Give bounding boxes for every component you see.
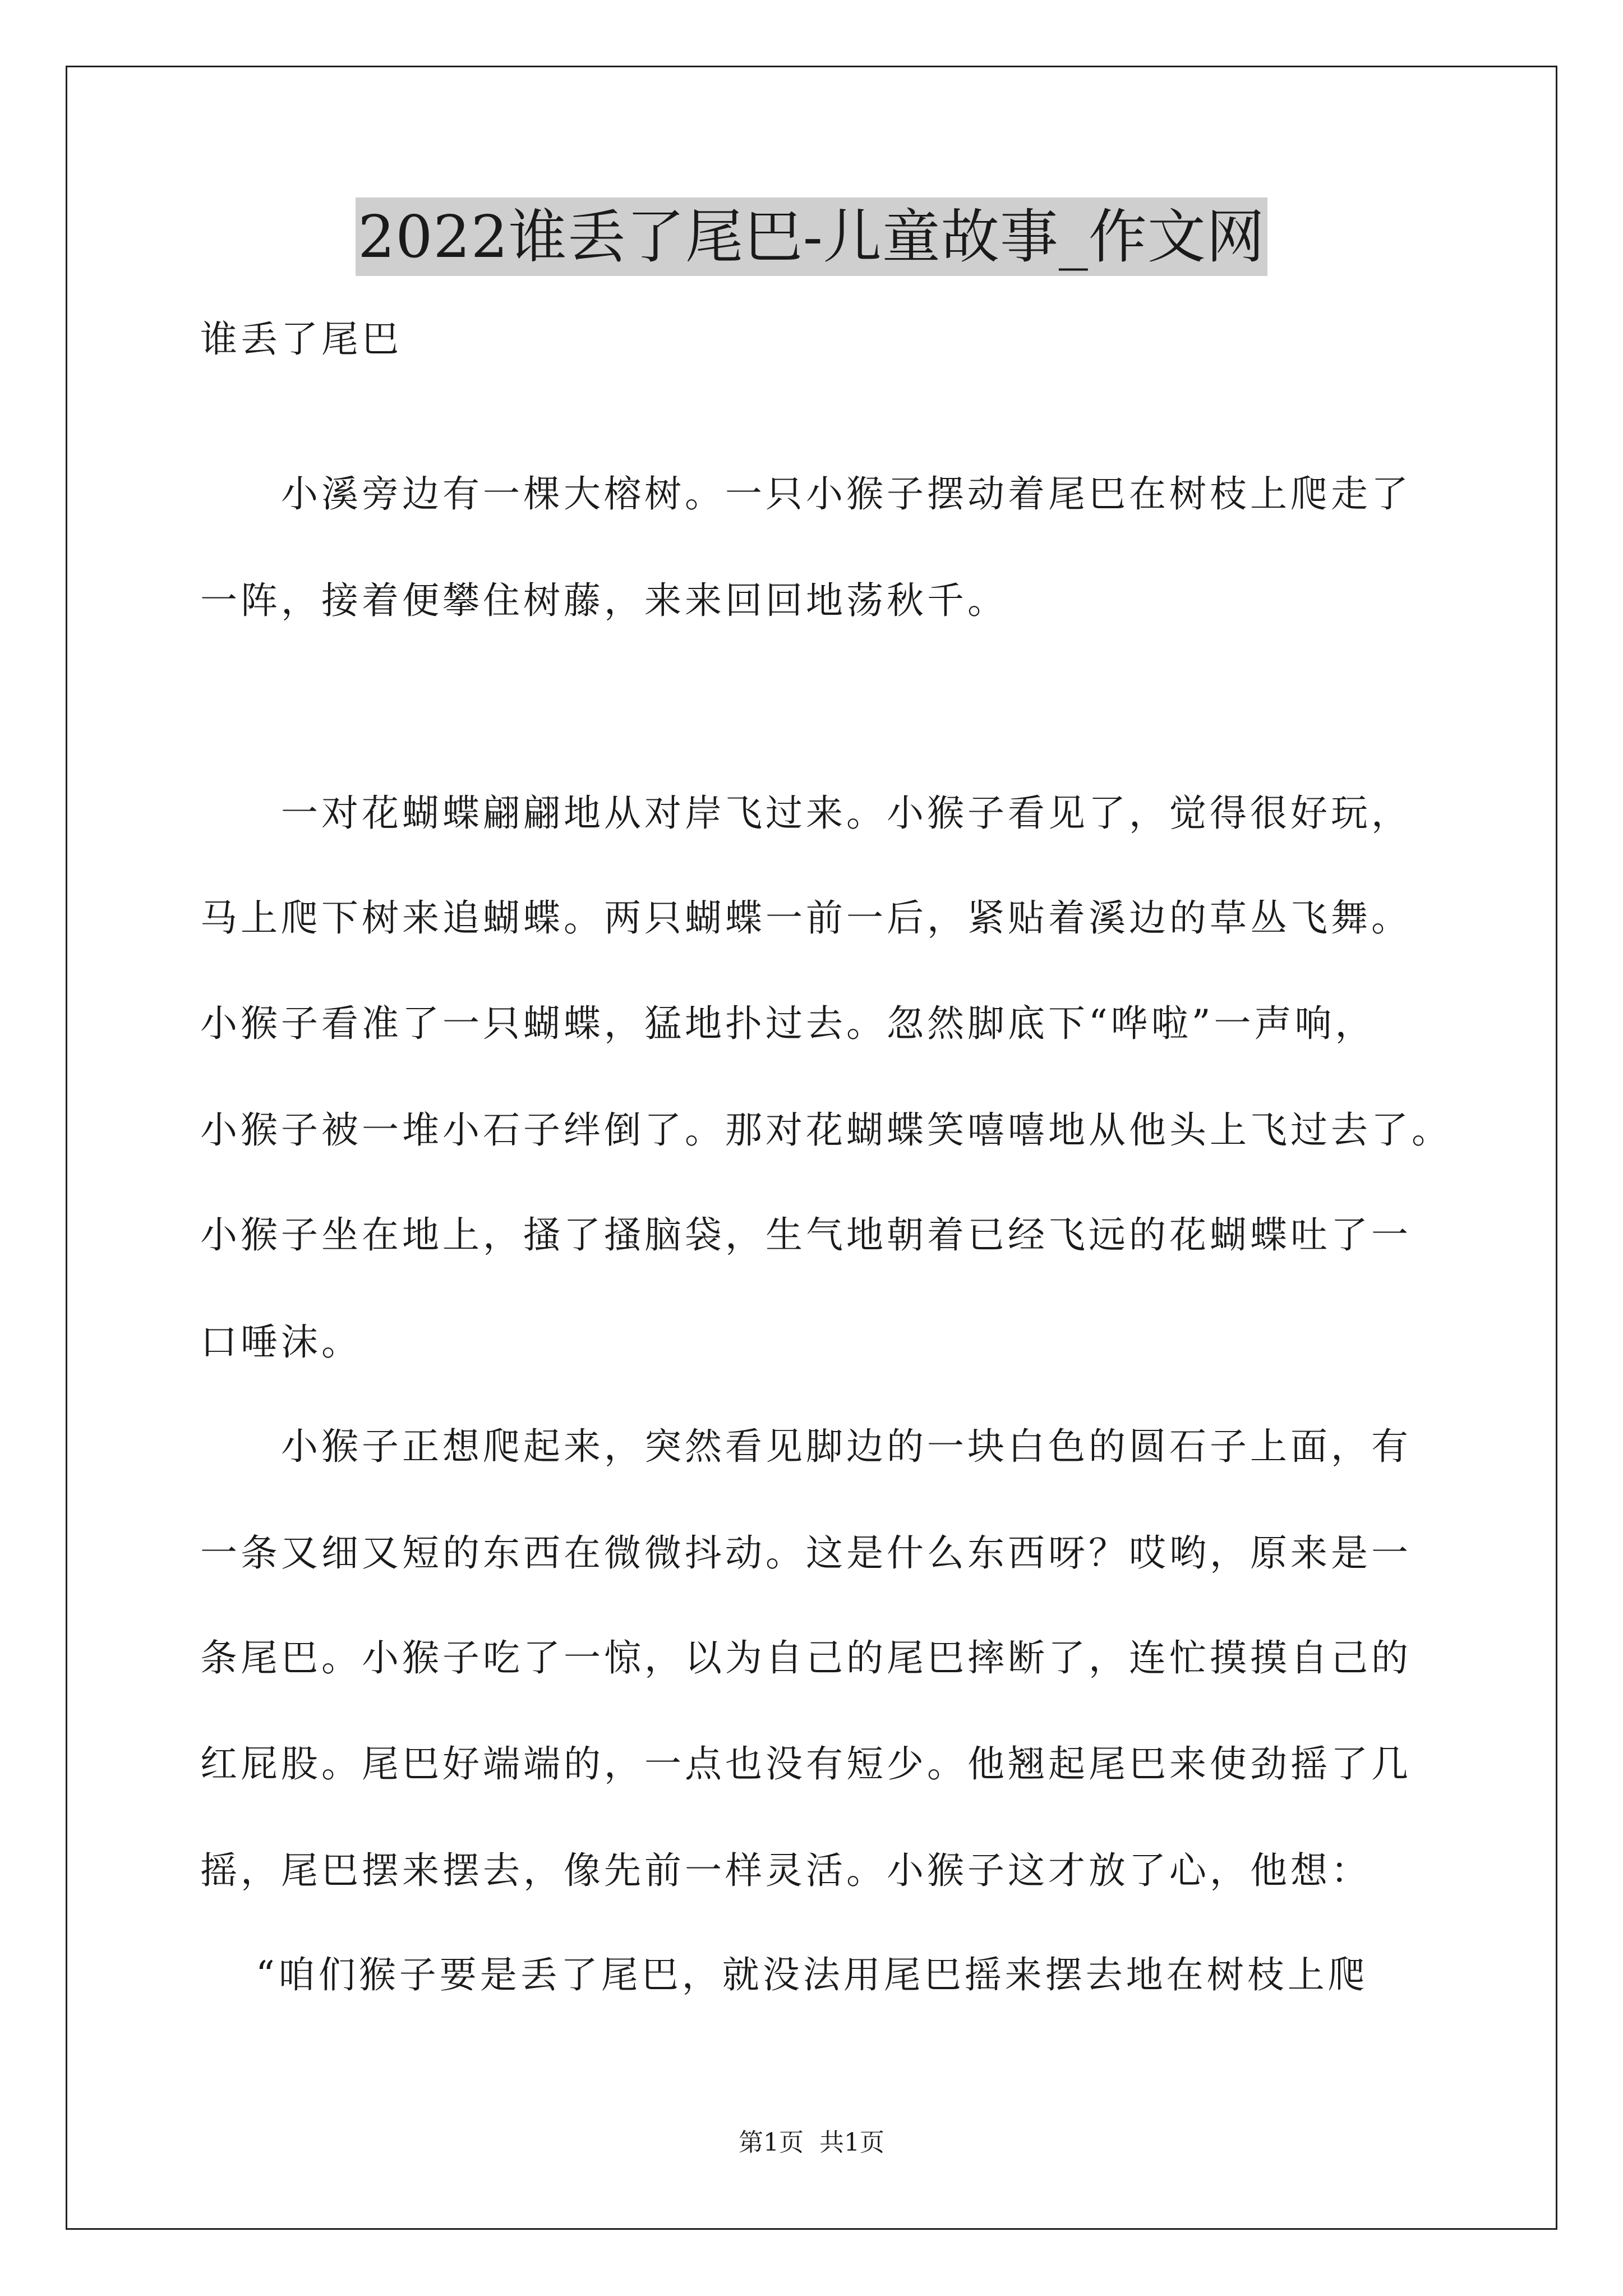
paragraph-line: “咱们猴子要是丢了尾巴，就没法用尾巴摇来摆去地在树枝上爬 [200,1953,1368,1996]
paragraph-line: 一条又细又短的东西在微微抖动。这是什么东西呀？哎哟，原来是一 [200,1531,1412,1575]
paragraph-line: 马上爬下树来追蝴蝶。两只蝴蝶一前一后，紧贴着溪边的草丛飞舞。 [200,896,1412,940]
paragraph-line: 小溪旁边有一棵大榕树。一只小猴子摆动着尾巴在树枝上爬走了 [200,472,1412,516]
paragraph-line: 小猴子正想爬起来，突然看见脚边的一块白色的圆石子上面，有 [200,1425,1412,1468]
paragraph-line: 红屁股。尾巴好端端的，一点也没有短少。他翘起尾巴来使劲摇了几 [200,1742,1412,1786]
paragraph-line: 口唾沫。 [200,1320,362,1364]
paragraph-line: 摇，尾巴摆来摆去，像先前一样灵活。小猴子这才放了心，他想： [200,1849,1371,1892]
story-heading: 谁丢了尾巴 [200,318,402,361]
paragraph-line: 小猴子被一堆小石子绊倒了。那对花蝴蝶笑嘻嘻地从他头上飞过去了。 [200,1108,1452,1152]
paragraph-line: 小猴子看准了一只蝴蝶，猛地扑过去。忽然脚底下“哗啦”一声响， [200,1002,1376,1045]
paragraph-line: 一阵，接着便攀住树藤，来来回回地荡秋千。 [200,579,1008,622]
page-footer: 第1页 共1页 [739,2128,884,2157]
paragraph-line: 小猴子坐在地上，搔了搔脑袋，生气地朝着已经飞远的花蝴蝶吐了一 [200,1213,1412,1257]
paragraph-line: 条尾巴。小猴子吃了一惊，以为自己的尾巴摔断了，连忙摸摸自己的 [200,1636,1412,1680]
document-title: 2022谁丢了尾巴-儿童故事_作文网 [356,197,1267,276]
paragraph-line: 一对花蝴蝶翩翩地从对岸飞过来。小猴子看见了，觉得很好玩， [200,792,1412,835]
title-container [0,197,1623,276]
